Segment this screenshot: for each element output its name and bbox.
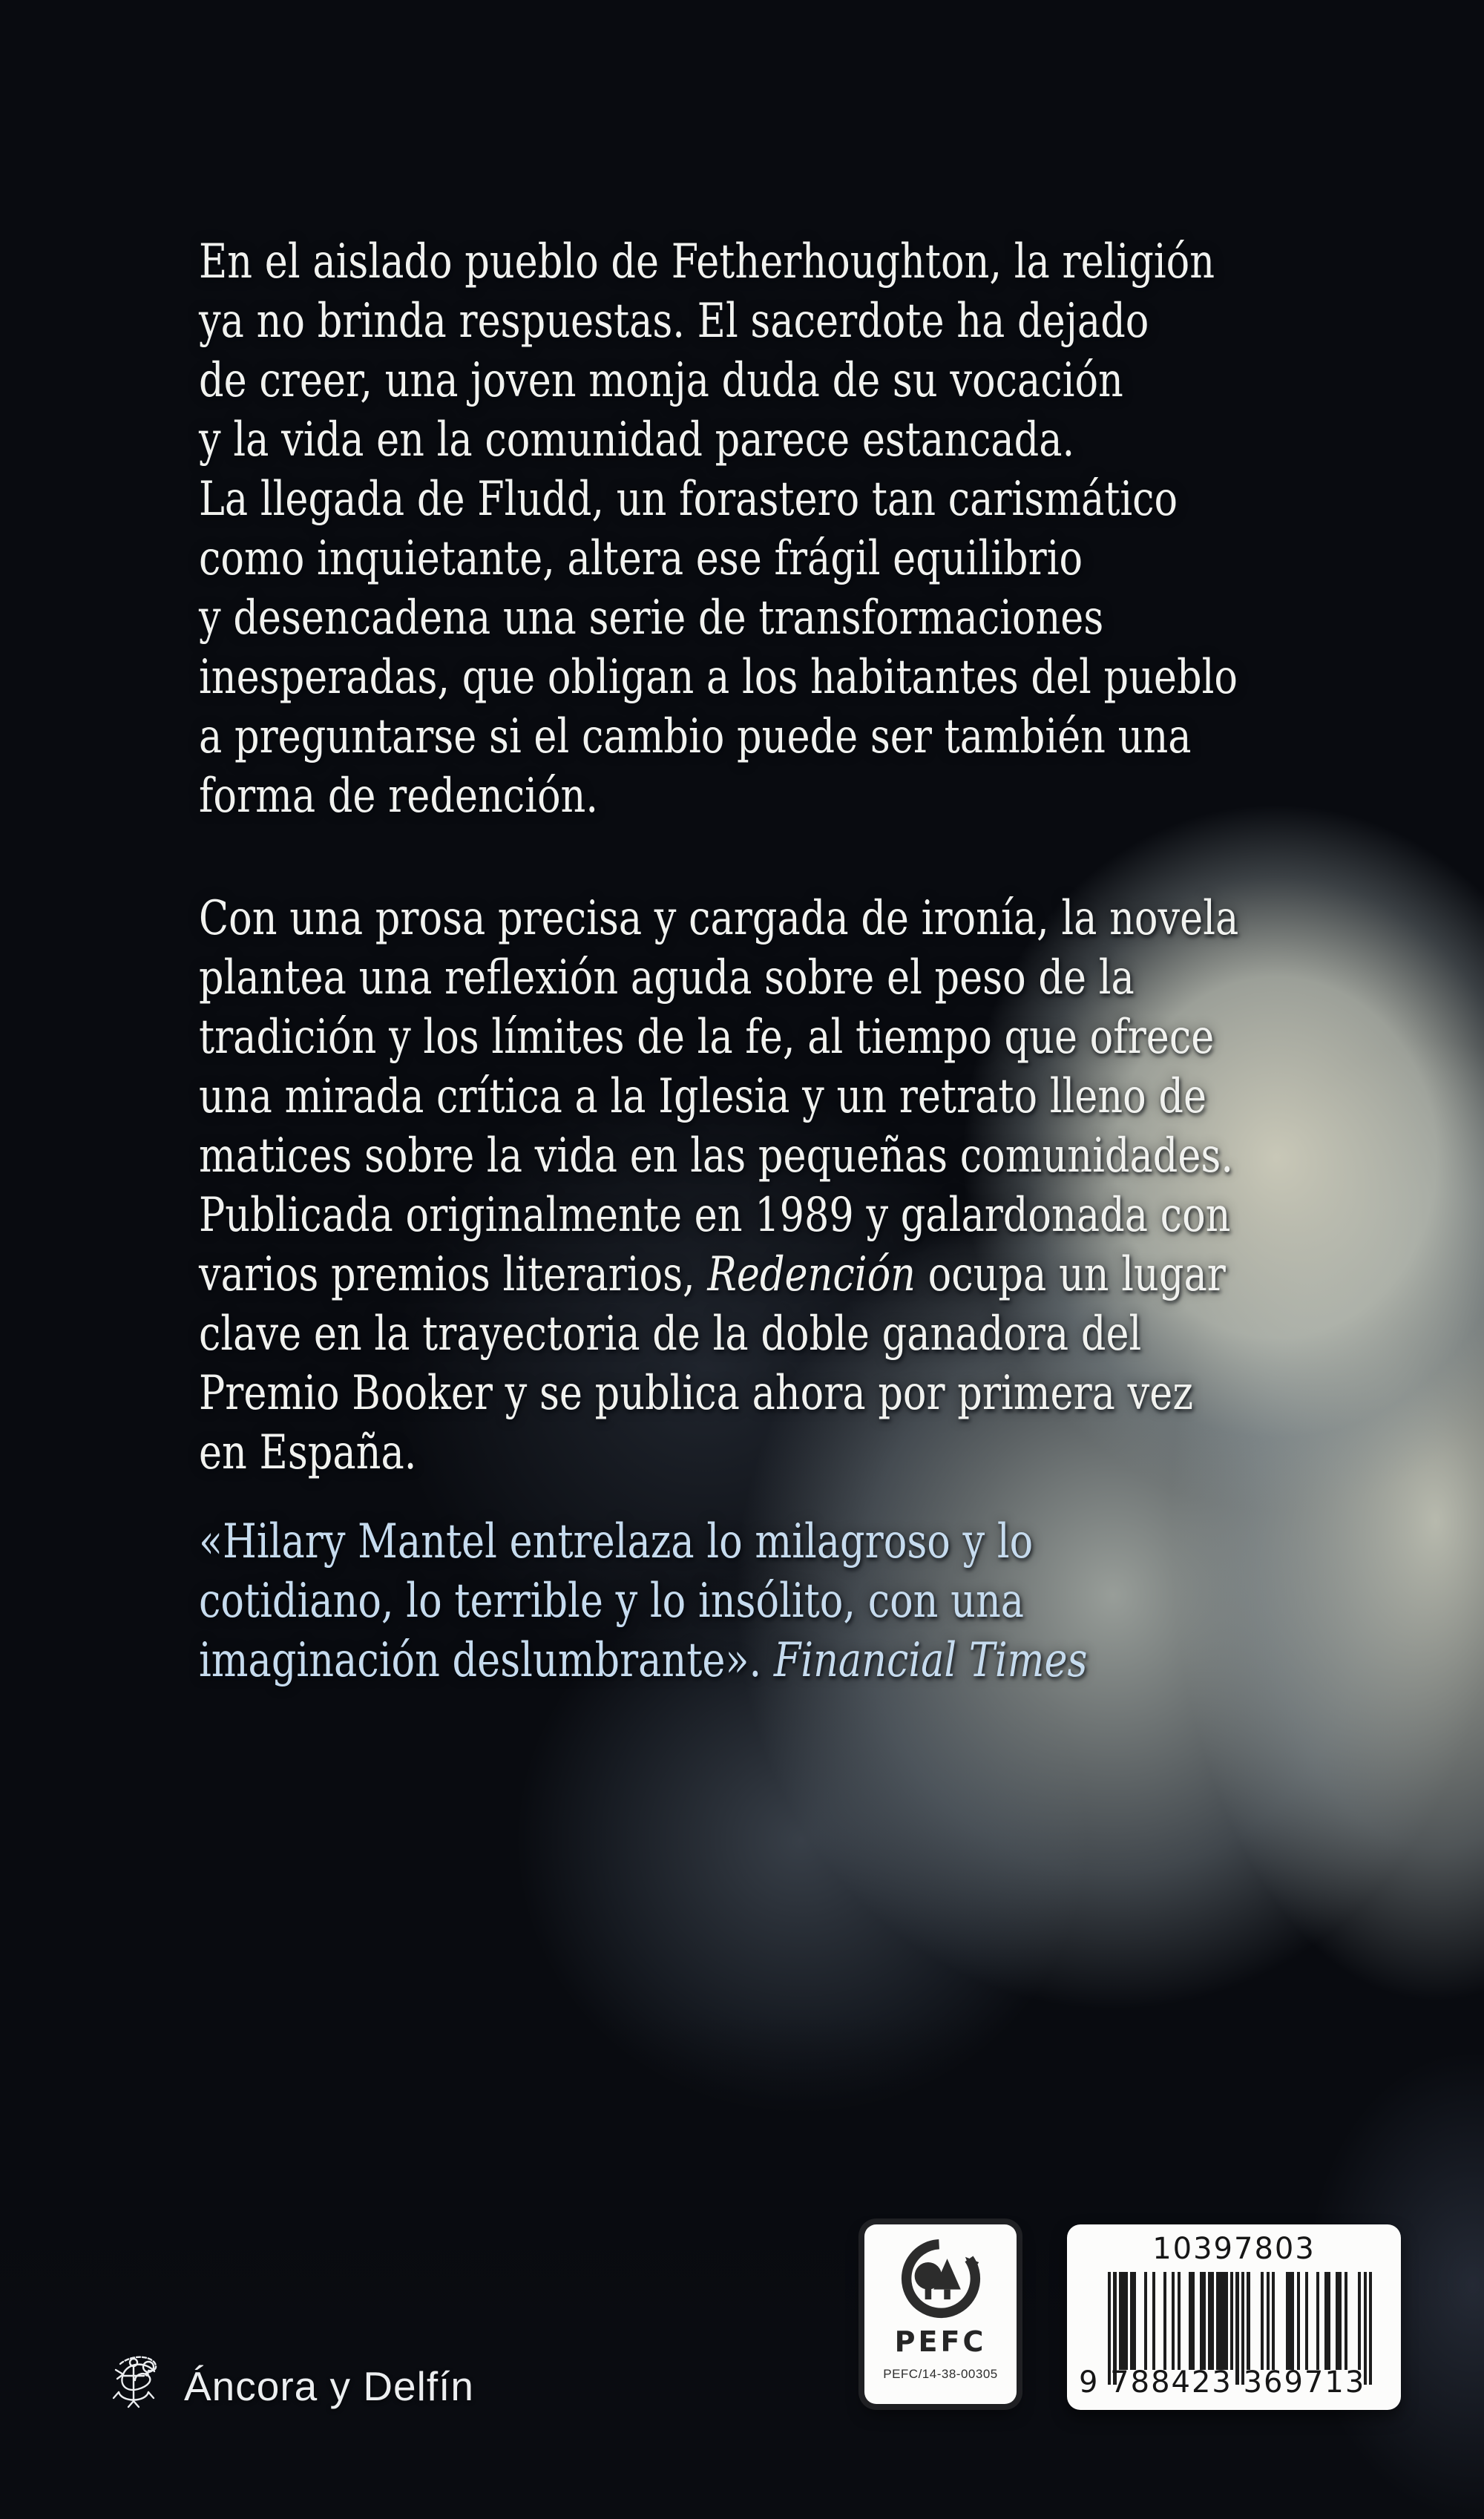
bar — [1230, 2272, 1233, 2370]
text-line: cotidiano, lo terrible y lo insólito, con una — [199, 1574, 1025, 1629]
review-quote — [199, 1512, 1214, 1690]
text-line: tradición y los límites de la fe, al tiempo que ofrece — [199, 1010, 1215, 1065]
bar — [1224, 2272, 1227, 2370]
imprint-name: Áncora y Delfín — [184, 2363, 475, 2409]
text-line: inesperadas, que obligan a los habitantes del pueblo — [199, 650, 1238, 705]
bar — [1202, 2272, 1205, 2370]
bar — [1291, 2272, 1294, 2370]
text-line: clave en la trayectoria de la doble ganadora del — [199, 1307, 1142, 1362]
text-line: Publicada originalmente en 1989 y galardonada con — [199, 1188, 1231, 1243]
bar — [1172, 2272, 1175, 2370]
text-line: una mirada crítica a la Iglesia y un retrato lleno de — [199, 1069, 1207, 1124]
text-line: En el aislado pueblo de Fetherhoughton, la religión — [199, 234, 1215, 289]
synopsis-paragraph-1 — [199, 232, 1238, 826]
bar — [1144, 2272, 1147, 2370]
bar — [1191, 2272, 1194, 2370]
synopsis-paragraph-2 — [199, 889, 1239, 1482]
text-line: y la vida en la comunidad parece estancada. — [199, 413, 1075, 467]
bar — [1272, 2272, 1275, 2370]
bar — [1261, 2272, 1264, 2370]
text-line: Premio Booker y se publica ahora por primera vez — [199, 1366, 1193, 1421]
bar — [1305, 2272, 1308, 2370]
text-line: como inquietante, altera ese frágil equilibrio — [199, 531, 1083, 586]
pefc-trees-recycle-icon — [896, 2233, 986, 2324]
bar — [1345, 2272, 1347, 2370]
text-line: ya no brinda respuestas. El sacerdote ha dejado — [199, 294, 1149, 349]
text-line: plantea una reflexión aguda sobre el peso de la — [199, 950, 1135, 1005]
text-line: y desencadena una serie de transformaciones — [199, 591, 1104, 646]
bar — [1247, 2272, 1250, 2370]
text-line: matices sobre la vida en las pequeñas comunidades. — [199, 1129, 1233, 1183]
bar — [1316, 2272, 1319, 2370]
pefc-wordmark: PEFC — [894, 2325, 987, 2358]
bar — [1358, 2272, 1361, 2370]
bar — [1267, 2272, 1270, 2370]
bar — [1211, 2272, 1214, 2370]
anchor-dolphin-emblem — [105, 2352, 168, 2421]
bar — [1339, 2272, 1342, 2370]
isbn-barcode-label — [1067, 2224, 1401, 2410]
bar — [1133, 2272, 1136, 2370]
bar — [1297, 2272, 1300, 2370]
pefc-certificate-number: PEFC/14-38-00305 — [883, 2367, 998, 2381]
text-line: a preguntarse si el cambio puede ser también una — [199, 709, 1192, 764]
bar — [1124, 2272, 1127, 2370]
isbn-digits: 9 788423 369713 — [1079, 2365, 1366, 2400]
text-line: imaginación deslumbrante». Financial Times — [199, 1633, 1088, 1688]
bar — [1178, 2272, 1181, 2370]
publisher-imprint — [105, 2352, 474, 2420]
text-line: forma de redención. — [199, 769, 599, 824]
text-line: varios premios literarios, Redención ocupa un lugar — [199, 1247, 1226, 1302]
bar — [1327, 2272, 1330, 2370]
text-line: «Hilary Mantel entrelaza lo milagroso y lo — [199, 1514, 1034, 1569]
barcode-top-number: 10397803 — [1152, 2232, 1316, 2266]
bar — [1163, 2272, 1166, 2370]
bar — [1152, 2272, 1155, 2370]
text-line: de creer, una joven monja duda de su vocación — [199, 353, 1123, 408]
text-line: en España. — [199, 1425, 417, 1480]
text-line: Con una prosa precisa y cargada de ironía, la novela — [199, 891, 1239, 946]
text-line: La llegada de Fludd, un forastero tan carismático — [199, 472, 1178, 527]
pefc-certification-label — [864, 2224, 1017, 2404]
